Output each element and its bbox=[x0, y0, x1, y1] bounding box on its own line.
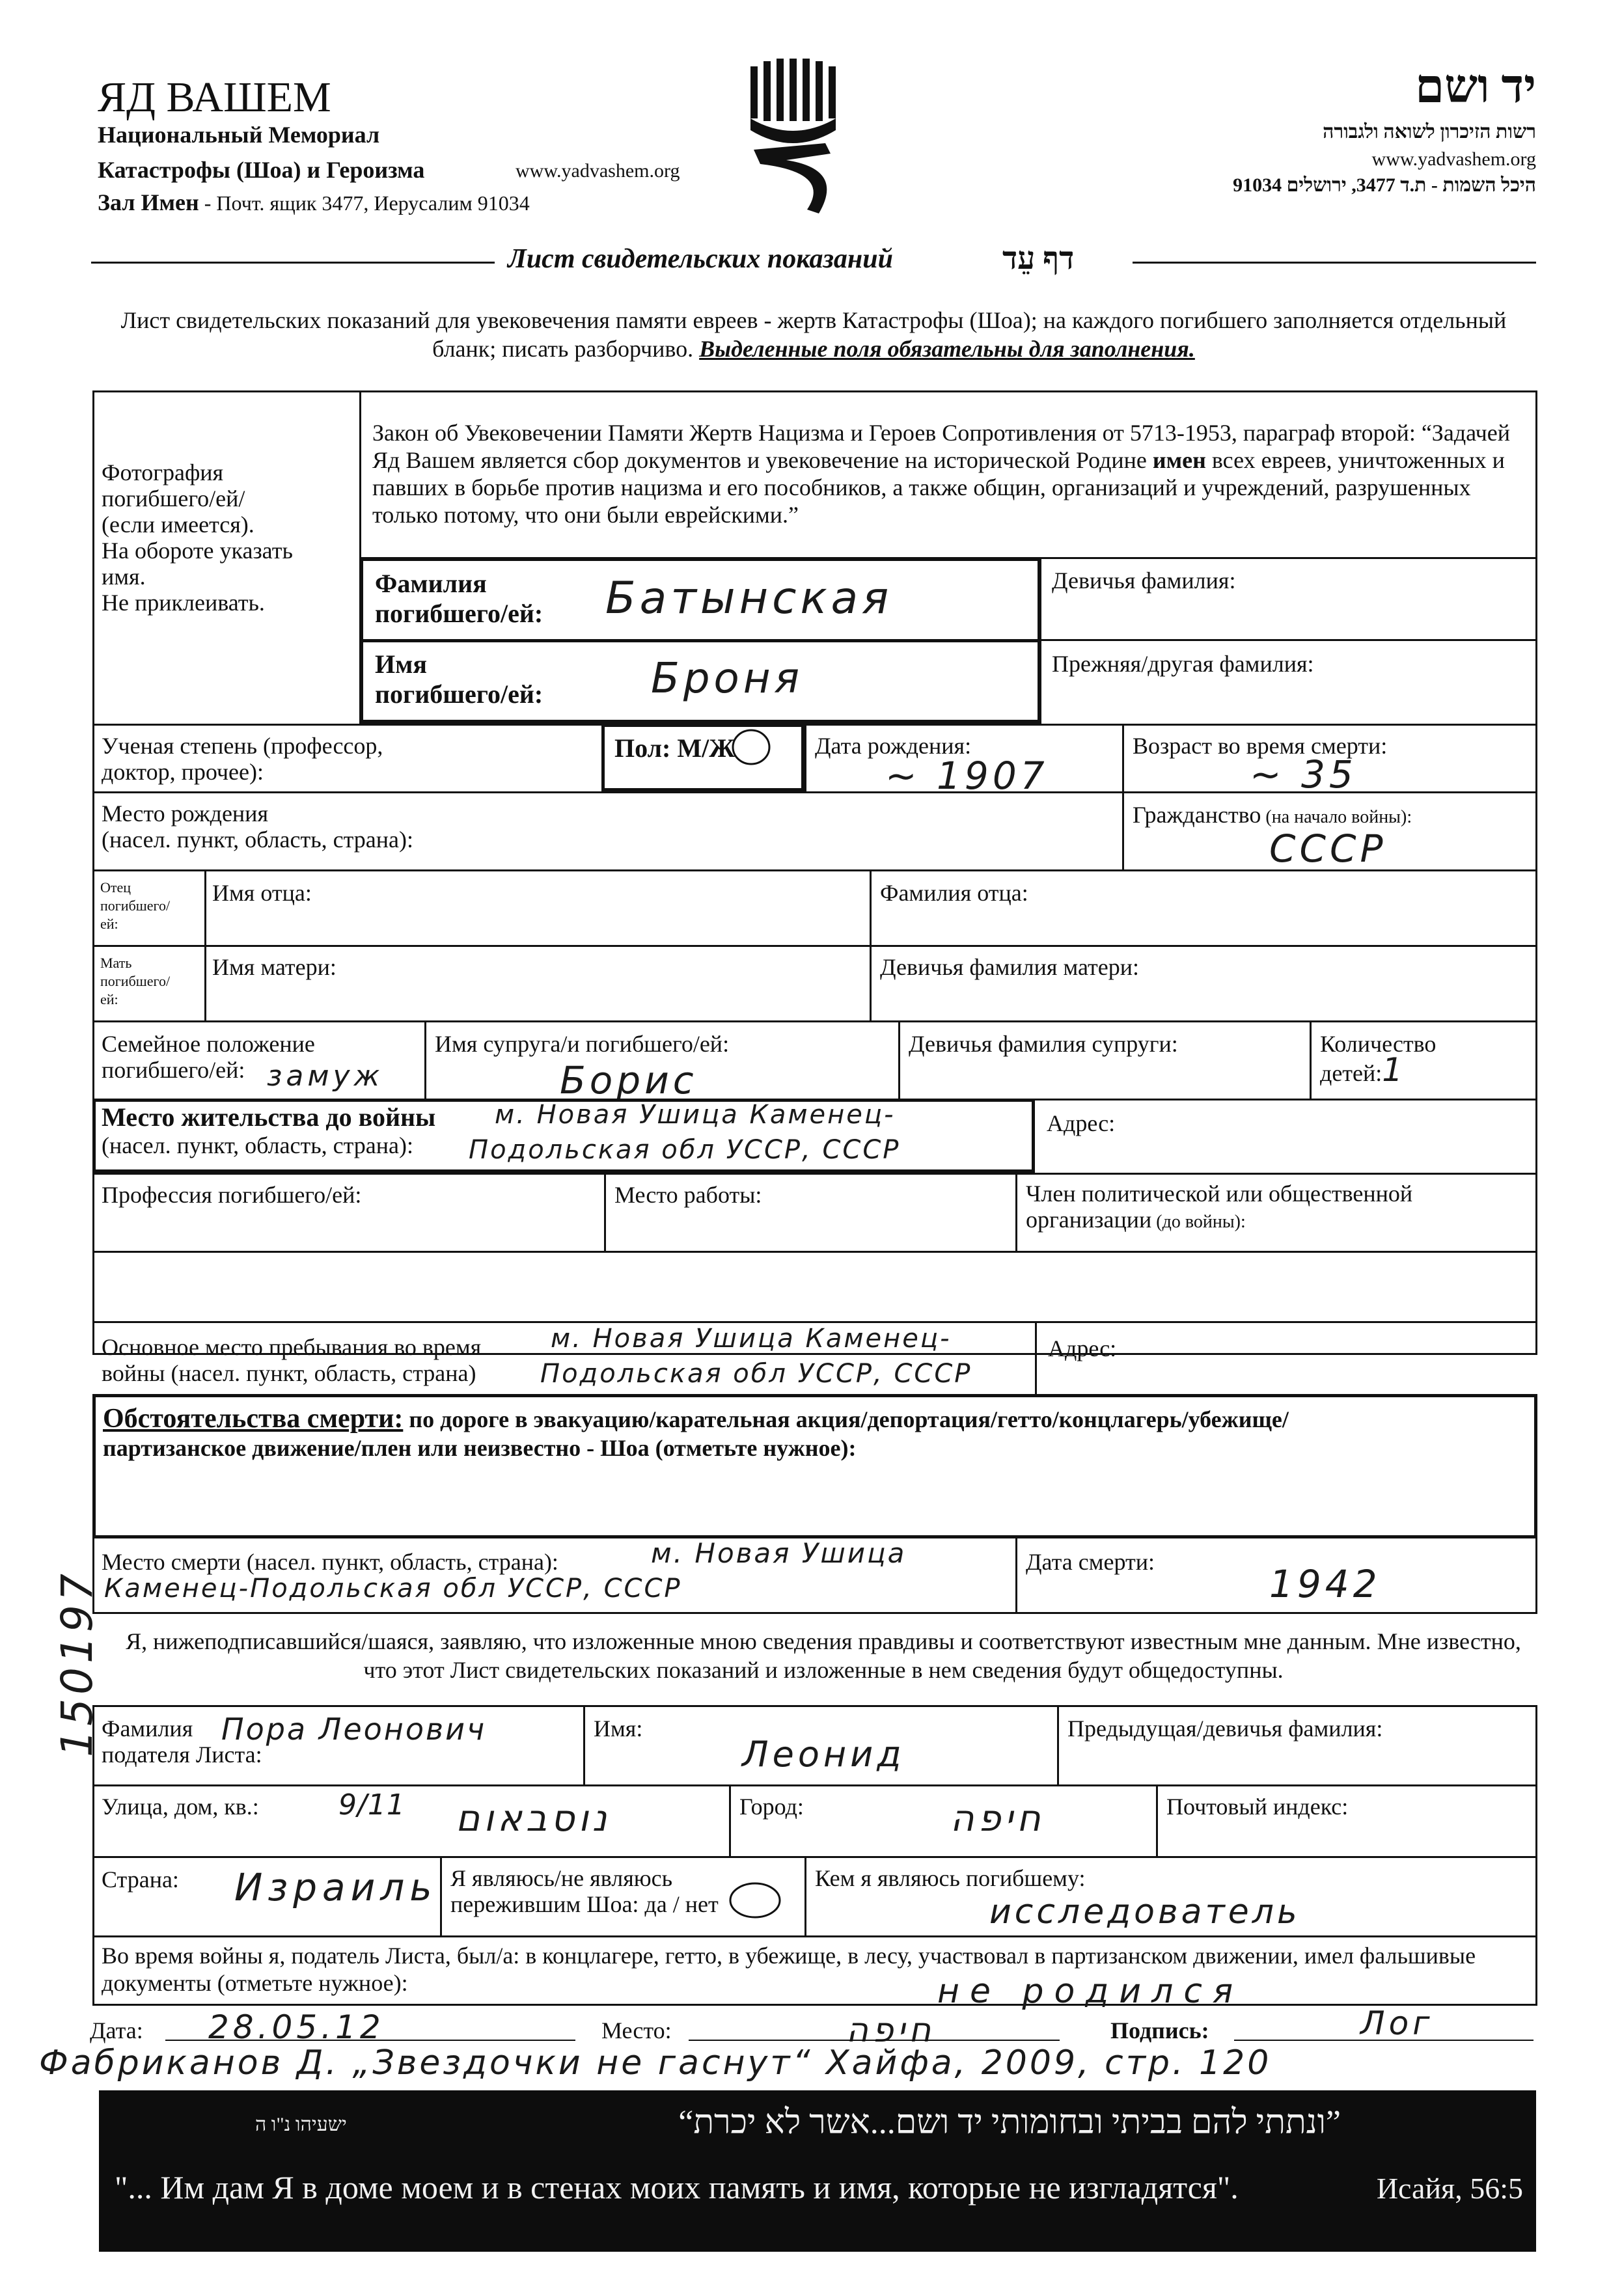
birthplace-label bbox=[102, 800, 413, 853]
residence-label-2: (насел. пункт, область, страна): bbox=[102, 1132, 414, 1158]
marital-label-2: погибшего/ей: bbox=[102, 1057, 245, 1083]
relation-value[interactable]: исследователь bbox=[989, 1893, 1300, 1932]
father-side-1: Отец bbox=[100, 879, 131, 895]
other-surname-label: Прежняя/другая фамилия: bbox=[1052, 651, 1314, 677]
death-date-value[interactable]: 1942 bbox=[1269, 1562, 1381, 1606]
website-link[interactable]: www.yadvashem.org bbox=[516, 160, 680, 182]
org-line2: Катастрофы (Шоа) и Героизма bbox=[98, 157, 425, 183]
submitter-prev-label: Предыдущая/девичья фамилия: bbox=[1067, 1715, 1383, 1742]
title-rule-left bbox=[91, 262, 495, 264]
submitter-wartime-value[interactable]: не родился bbox=[937, 1972, 1244, 2011]
member-divider bbox=[1015, 1173, 1017, 1251]
footer-hebrew-quote: ”ונתתי להם בביתי ובחומותי יד ושם...אשר לא יכרת“ bbox=[678, 2104, 1341, 2141]
birthplace-label-1: Место рождения bbox=[102, 800, 269, 827]
row-birthplace-rule bbox=[92, 791, 1537, 793]
sex-label: Пол: М/Ж bbox=[614, 733, 735, 763]
residence-value-line2[interactable]: Подольская обл УССР, СССР bbox=[469, 1135, 901, 1165]
date-value[interactable]: 28.05.12 bbox=[208, 2008, 385, 2046]
country-label: Страна: bbox=[102, 1866, 179, 1893]
footer-quote-band bbox=[99, 2090, 1536, 2252]
surname-label-1: Фамилия bbox=[375, 569, 487, 598]
submitter-wartime-text: Во время войны я, податель Листа, был/а: в концлагере, гетто, в убежище, в лесу, участвовал в партизанском движении, имел фальшивые документы (отметьте нужное): bbox=[102, 1943, 1476, 1996]
row-degree-rule bbox=[92, 724, 1537, 726]
footer-hebrew-ref: ישעיהו נ"ו ה bbox=[255, 2114, 347, 2135]
age-label: Возраст во время смерти: bbox=[1133, 733, 1388, 759]
workplace-label: Место работы: bbox=[614, 1182, 762, 1208]
age-divider bbox=[1122, 724, 1124, 791]
spouse-label: Имя супруга/и погибшего/ей: bbox=[435, 1031, 730, 1057]
father-side-2: погибшего/ bbox=[100, 897, 171, 914]
marital-label-1: Семейное положение bbox=[102, 1031, 315, 1057]
hall-address-text: - Почт. ящик 3477, Иерусалим 91034 bbox=[199, 191, 530, 215]
citizenship-divider bbox=[1122, 791, 1124, 869]
workplace-divider bbox=[604, 1173, 606, 1251]
org-title: ЯД ВАШЕМ bbox=[98, 74, 331, 121]
mother-name-label: Имя матери: bbox=[212, 954, 337, 980]
degree-label-2: доктор, прочее): bbox=[102, 759, 264, 785]
form-title: Лист свидетельских показаний bbox=[508, 244, 893, 274]
circumstances-label: Обстоятельства смерти: bbox=[103, 1404, 404, 1434]
signature-label: Подпись: bbox=[1110, 2017, 1209, 2043]
submitter-row4-rule bbox=[92, 1935, 1537, 1937]
signature-line bbox=[1234, 2040, 1533, 2041]
law-part2: всех евреев, уничтоженных и павших в борьбе против нацизма и его пособников, а также общин, организаций и учреждений, разрушенных только потому, что они были еврейскими.” bbox=[372, 447, 1505, 528]
org-line1: Национальный Мемориал bbox=[98, 122, 380, 148]
survivor-label-1: Я являюсь/не являюсь bbox=[450, 1865, 673, 1891]
submitter-row3-rule bbox=[92, 1856, 1537, 1858]
row-father-rule bbox=[92, 869, 1537, 871]
title-rule-right bbox=[1133, 262, 1536, 264]
row-mother-rule bbox=[92, 945, 1537, 947]
hebrew-org-title: יד ושם bbox=[1415, 61, 1536, 113]
law-text bbox=[372, 419, 1524, 528]
birthdate-divider bbox=[804, 724, 806, 791]
father-side-label bbox=[100, 879, 170, 933]
citizenship-note: (на начало войны): bbox=[1261, 807, 1412, 827]
children-label-2-text: детей: bbox=[1320, 1060, 1382, 1086]
hebrew-org-line: רשות הזיכרון לשואה ולגבורה bbox=[1323, 121, 1536, 143]
submitter-prev-divider bbox=[1057, 1705, 1059, 1784]
photo-line1: Фотография bbox=[102, 459, 224, 485]
other-surname-rule bbox=[1041, 639, 1537, 641]
father-surname-label: Фамилия отца: bbox=[880, 880, 1028, 906]
member-label-1: Член политической или общественной bbox=[1026, 1181, 1413, 1207]
residence-label-1: Место жительства до войны bbox=[102, 1102, 436, 1132]
mother-side-2: погибшего/ bbox=[100, 973, 171, 989]
handwritten-source-note: Фабриканов Д. „Звездочки не гаснут“ Хайфа, 2009, стр. 120 bbox=[39, 2043, 1272, 2083]
birth-date-label: Дата рождения: bbox=[815, 733, 972, 759]
degree-label bbox=[102, 733, 383, 785]
wartime-label bbox=[102, 1334, 481, 1386]
member-label-2-text: организации bbox=[1026, 1207, 1152, 1233]
submitter-row2-rule bbox=[92, 1784, 1537, 1786]
residence-label bbox=[102, 1102, 435, 1158]
residence-value-line1[interactable]: м. Новая Ушица Каменец- bbox=[495, 1100, 896, 1130]
hall-address bbox=[98, 189, 530, 216]
signature-value[interactable]: Лог bbox=[1360, 2004, 1434, 2042]
photo-line4: На обороте указать bbox=[102, 538, 293, 564]
wartime-value-line1[interactable]: м. Новая Ушица Каменец- bbox=[551, 1324, 952, 1354]
street-label: Улица, дом, кв.: bbox=[102, 1794, 259, 1820]
zip-label: Почтовый индекс: bbox=[1166, 1794, 1349, 1820]
wartime-label-2: войны (насел. пункт, область, страна) bbox=[102, 1360, 476, 1386]
spouse-maiden-label: Девичья фамилия супруги: bbox=[909, 1031, 1178, 1057]
city-divider bbox=[729, 1784, 731, 1856]
city-label: Город: bbox=[739, 1794, 804, 1820]
name-label bbox=[375, 649, 543, 709]
place-line bbox=[689, 2040, 1060, 2041]
circumstances-text bbox=[103, 1404, 1528, 1462]
surname-label bbox=[375, 569, 543, 629]
intro-text bbox=[98, 306, 1530, 363]
name-value[interactable]: Броня bbox=[651, 655, 804, 703]
profession-label: Профессия погибшего/ей: bbox=[102, 1182, 362, 1208]
children-label-1: Количество bbox=[1320, 1031, 1437, 1057]
address-label: Адрес: bbox=[1047, 1110, 1116, 1136]
country-value[interactable]: Израиль bbox=[234, 1865, 437, 1909]
place-label: Место: bbox=[601, 2017, 672, 2043]
city-value[interactable]: חיפה bbox=[950, 1797, 1045, 1840]
sex-circle-mark bbox=[730, 728, 772, 767]
photo-line6: Не приклеивать. bbox=[102, 590, 265, 616]
citizenship-label-main: Гражданство bbox=[1133, 802, 1261, 828]
hebrew-address: היכל השמות - ת.ד 3477, ירושלים 91034 bbox=[1233, 174, 1536, 196]
children-value[interactable]: 1 bbox=[1382, 1051, 1407, 1089]
surname-label-2: погибшего/ей: bbox=[375, 599, 543, 628]
row-marital-rule bbox=[92, 1020, 1537, 1022]
death-place-label: Место смерти (насел. пункт, область, страна): bbox=[102, 1549, 558, 1575]
street-value[interactable]: נוסבאום bbox=[456, 1797, 611, 1840]
photo-line5: имя. bbox=[102, 564, 146, 590]
children-divider bbox=[1310, 1020, 1312, 1099]
children-label bbox=[1320, 1031, 1437, 1089]
hall-label: Зал Имен bbox=[98, 189, 199, 215]
photo-line3: (если имеется). bbox=[102, 512, 254, 538]
survivor-circle-mark bbox=[728, 1881, 782, 1920]
maiden-top-rule bbox=[1041, 557, 1537, 559]
relation-label: Кем я являюсь погибшему: bbox=[815, 1865, 1086, 1891]
law-bold: имен bbox=[1152, 447, 1206, 473]
death-place-value-line1[interactable]: м. Новая Ушица bbox=[651, 1537, 907, 1569]
submitter-name-divider bbox=[583, 1705, 585, 1784]
wartime-label-1: Основное место пребывания во время bbox=[102, 1334, 482, 1360]
hebrew-website: www.yadvashem.org bbox=[1371, 148, 1536, 170]
mother-side-label bbox=[100, 954, 170, 1009]
footer-russian-ref: Исайя, 56:5 bbox=[1376, 2172, 1523, 2205]
row-profession-bottom bbox=[92, 1251, 1537, 1253]
street-number[interactable]: 9/11 bbox=[338, 1788, 406, 1822]
name-label-1: Имя bbox=[375, 649, 427, 679]
circumstances-options-1: по дороге в эвакуацию/карательная акция/депортация/гетто/концлагерь/убежище/ bbox=[403, 1406, 1289, 1432]
age-value[interactable]: ~ 35 bbox=[1250, 752, 1357, 797]
law-part1: Закон об Увековечении Памяти Жертв Нацизма и Героев Сопротивления от 5713-1953, параграф второй: “Задачей Яд Вашем является сбор документов и увековечение на исторической Родине bbox=[372, 420, 1511, 473]
maiden-label: Девичья фамилия: bbox=[1052, 567, 1236, 594]
submitter-name-label: Имя: bbox=[594, 1715, 643, 1742]
birth-date-value[interactable]: ~ 1907 bbox=[885, 754, 1049, 798]
address2-divider bbox=[1035, 1321, 1037, 1394]
date-label: Дата: bbox=[90, 2017, 143, 2043]
submitter-name-value[interactable]: Леонид bbox=[742, 1734, 905, 1775]
surname-divider bbox=[359, 639, 1041, 642]
zip-divider bbox=[1156, 1784, 1158, 1856]
mother-side-3: ей: bbox=[100, 991, 118, 1007]
submitter-surname-value[interactable]: Пора Леонович bbox=[221, 1712, 487, 1747]
father-name-label: Имя отца: bbox=[212, 880, 312, 906]
citizenship-value[interactable]: СССР bbox=[1269, 827, 1387, 871]
death-date-divider bbox=[1015, 1538, 1017, 1614]
margin-number: 150197 bbox=[52, 1570, 102, 1757]
member-label bbox=[1026, 1181, 1412, 1235]
surname-value[interactable]: Батынская bbox=[605, 573, 893, 624]
children-label-2 bbox=[1320, 1051, 1436, 1089]
survivor-divider bbox=[440, 1856, 442, 1935]
row-profession-rule bbox=[92, 1173, 1537, 1175]
father-side-3: ей: bbox=[100, 916, 118, 932]
death-place-value-line2[interactable]: Каменец-Подольская обл УССР, СССР bbox=[104, 1574, 682, 1604]
member-note: (до войны): bbox=[1151, 1212, 1246, 1232]
form-title-hebrew: דף עֵד bbox=[1002, 241, 1075, 276]
relation-divider bbox=[804, 1856, 806, 1935]
intro-emphasis: Выделенные поля обязательны для заполнения. bbox=[699, 336, 1195, 362]
circumstances-options-2: партизанское движение/плен или неизвестно - Шоа (отметьте нужное): bbox=[103, 1435, 857, 1461]
wartime-value-line2[interactable]: Подольская обл УССР, СССР bbox=[540, 1359, 972, 1389]
member-label-2 bbox=[1026, 1207, 1412, 1235]
survivor-label-2: пережившим Шоа: да / нет bbox=[450, 1891, 719, 1917]
spouse-value[interactable]: Борис bbox=[560, 1058, 698, 1102]
date-line bbox=[165, 2040, 575, 2041]
death-date-label: Дата смерти: bbox=[1026, 1549, 1155, 1575]
mother-side-1: Мать bbox=[100, 955, 132, 971]
degree-label-1: Ученая степень (профессор, bbox=[102, 733, 383, 759]
marital-value[interactable]: замуж bbox=[267, 1059, 384, 1093]
address2-label: Адрес: bbox=[1048, 1335, 1117, 1361]
row-wartime-rule bbox=[92, 1321, 1537, 1323]
photo-line2: погибшего/ей/ bbox=[102, 485, 245, 512]
declaration-text: Я, нижеподписавшийся/шаяся, заявляю, что изложенные мною сведения правдивы и соответствуют известным мне данным. Мне известно, что этот Лист свидетельских показаний и изложенные в нем сведения будут общедоступны. bbox=[126, 1628, 1521, 1683]
survivor-label bbox=[450, 1865, 719, 1917]
intro-body: Лист свидетельских показаний для увековечения памяти евреев - жертв Катастрофы (Шоа); на каждого погибшего заполняется отдельный бланк; писать разборчиво. bbox=[120, 307, 1507, 362]
mother-maiden-label: Девичья фамилия матери: bbox=[880, 954, 1140, 980]
footer-russian-quote: "... Им дам Я в доме моем и в стенах моих память и имя, которые не изгладятся". bbox=[115, 2169, 1239, 2206]
birthplace-label-2: (насел. пункт, область, страна): bbox=[102, 827, 414, 853]
photo-instructions bbox=[102, 459, 349, 616]
submitter-surname-label-2: подателя Листа: bbox=[102, 1742, 262, 1768]
place-value[interactable]: חיפה bbox=[846, 2011, 935, 2050]
yad-vashem-logo bbox=[747, 59, 845, 215]
spouse-divider bbox=[424, 1020, 426, 1099]
name-label-2: погибшего/ей: bbox=[375, 679, 543, 709]
submitter-surname-label-1: Фамилия bbox=[102, 1715, 193, 1742]
spouse-maiden-divider bbox=[898, 1020, 900, 1099]
